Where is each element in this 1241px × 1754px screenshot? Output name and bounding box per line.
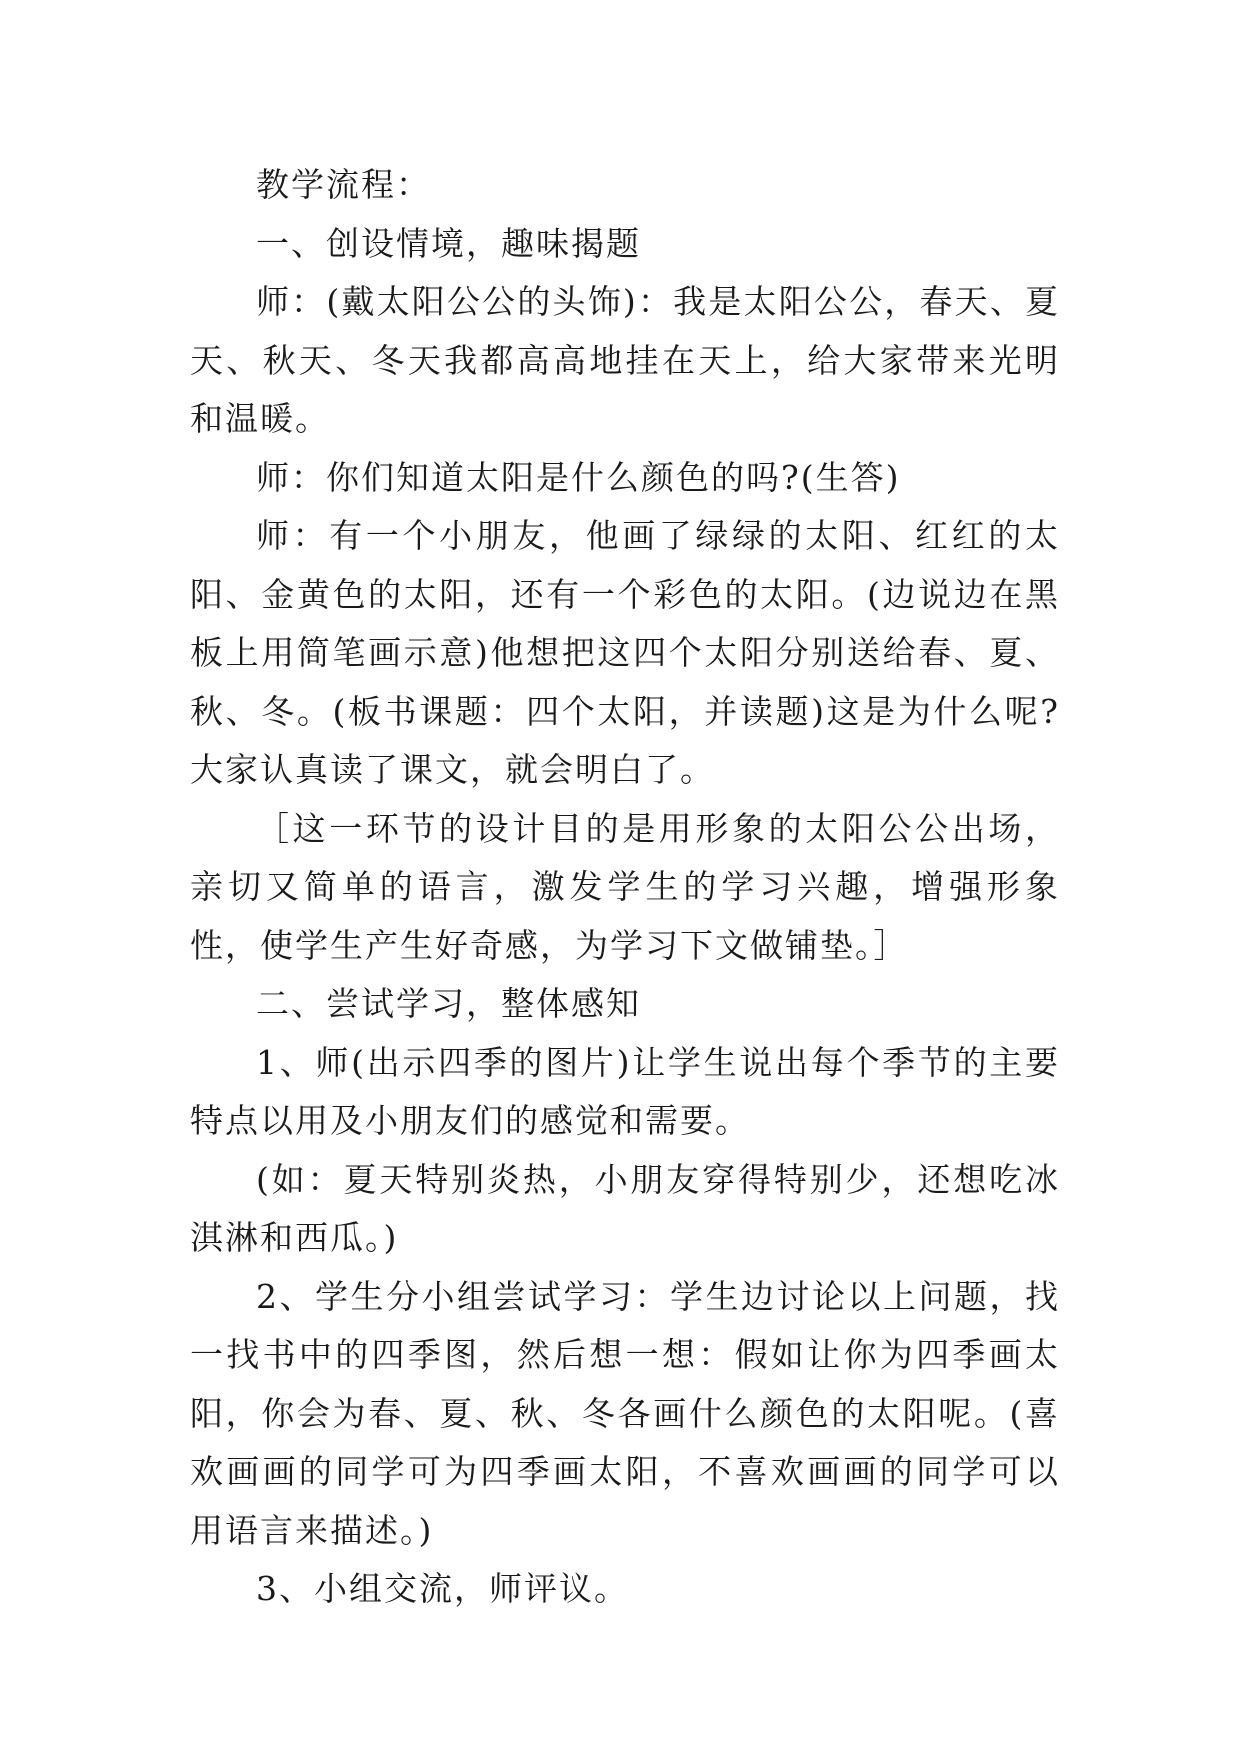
paragraph: 3、小组交流，师评议。 <box>256 1569 629 1608</box>
design-note: ［这一环节的设计目的是用形象的太阳公公出场，亲切又简单的语言，激发学生的学习兴趣，增强形象性，使学生产生好奇感，为学习下文做铺垫。］ <box>190 808 1060 965</box>
section-heading-2: 二、尝试学习，整体感知 <box>256 984 641 1023</box>
document-body <box>190 156 1060 1619</box>
section-heading-1: 一、创设情境，趣味揭题 <box>256 223 641 263</box>
paragraph: (如：夏天特别炎热，小朋友穿得特别少，还想吃冰淇淋和西瓜。) <box>190 1159 1060 1257</box>
paragraph: 1、师(出示四季的图片)让学生说出每个季节的主要特点以用及小朋友们的感觉和需要。 <box>190 1042 1060 1140</box>
paragraph: 师：(戴太阳公公的头饰)：我是太阳公公，春天、夏天、秋天、冬天我都高高地挂在天上，给大家带来光明和温暖。 <box>190 282 1060 438</box>
paragraph: 2、学生分小组尝试学习：学生边讨论以上问题，找一找书中的四季图，然后想一想：假如让你为四季画太阳，你会为春、夏、秋、冬各画什么颜色的太阳呢。(喜欢画画的同学可为四季画太阳，不喜欢画画的同学可以用语言来描述。) <box>190 1276 1060 1550</box>
heading-teaching-process: 教学流程： <box>256 165 431 204</box>
paragraph: 师：你们知道太阳是什么颜色的吗?(生答) <box>256 457 901 497</box>
paragraph: 师：有一个小朋友，他画了绿绿的太阳、红红的太阳、金黄色的太阳，还有一个彩色的太阳。(边说边在黑板上用简笔画示意)他想把这四个太阳分别送给春、夏、秋、冬。(板书课题：四个太阳，并读题)这是为什么呢?大家认真读了课文，就会明白了。 <box>190 516 1060 789</box>
